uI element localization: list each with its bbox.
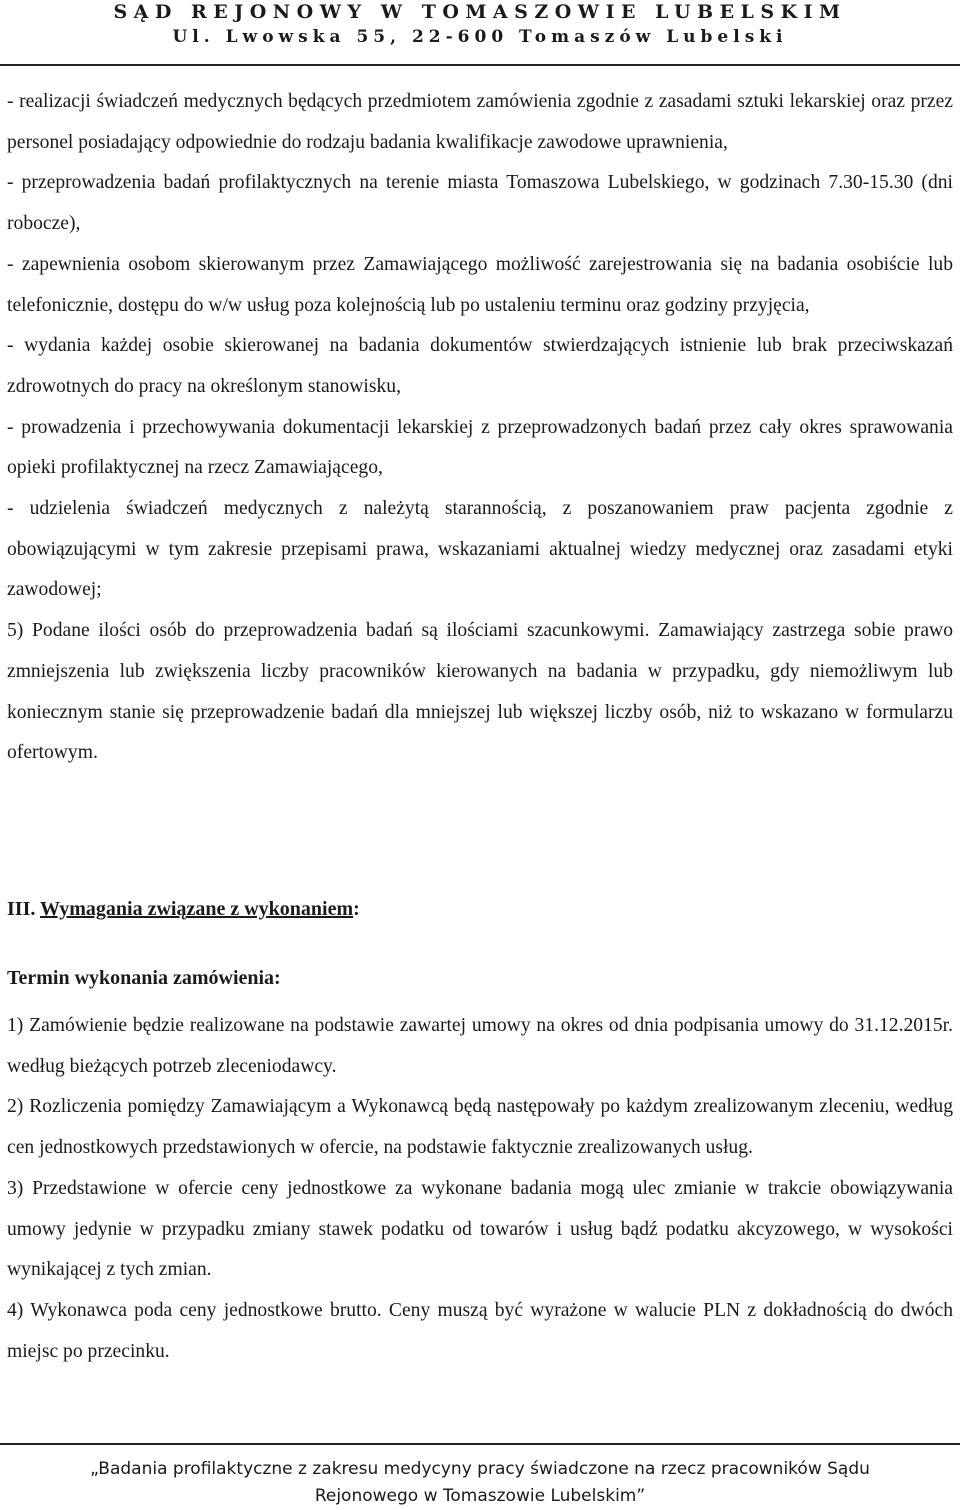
list-item: 1) Zamówienie będzie realizowane na podstawie zawartej umowy na okres od dnia podpisania umowy do 31.12.2015r. według bieżących potrzeb zleceniodawcy. xyxy=(7,1015,953,1077)
header-divider xyxy=(0,64,960,66)
court-name: SĄD REJONOWY W TOMASZOWIE LUBELSKIM xyxy=(113,1,847,23)
paragraph: - zapewnienia osobom skierowanym przez Zamawiającego możliwość zarejestrowania się na badania osobiście lub telefonicznie, dostępu do w/w usług poza kolejnością lub po ustaleniu terminu oraz godziny przyjęcia, xyxy=(7,253,953,316)
paragraph: - udzielenia świadczeń medycznych z należytą starannością, z poszanowaniem praw pacjenta zgodnie z obowiązującymi w tym zakresie przepisami prawa, wskazaniami aktualnej wiedzy medycznej oraz zasadami etyki zawodowej; xyxy=(7,498,953,601)
section-number: III. xyxy=(7,898,36,920)
list-item: 4) Wykonawca poda ceny jednostkowe brutto. Ceny muszą być wyrażone w walucie PLN z dokładnością do dwóch miejsc po przecinku. xyxy=(7,1299,953,1362)
paragraph: - prowadzenia i przechowywania dokumentacji lekarskiej z przeprowadzonych badań przez cały okres sprawowania opieki profilaktycznej na rzecz Zamawiającego, xyxy=(7,416,953,479)
footer-line: Rejonowego w Tomaszowie Lubelskim” xyxy=(314,1486,646,1506)
footer-divider xyxy=(0,1443,960,1445)
document-footer xyxy=(0,1456,960,1510)
footer-line: „Badania profilaktyczne z zakresu medycyny pracy świadczone na rzecz pracowników Sądu xyxy=(90,1459,870,1479)
section-title: Wymagania związane z wykonaniem xyxy=(40,898,354,920)
term-heading: Termin wykonania zamówienia: xyxy=(7,967,281,989)
paragraph: - realizacji świadczeń medycznych będących przedmiotem zamówienia zgodnie z zasadami sztuki lekarskiej oraz przez personel posiadający odpowiednie do rodzaju badania kwalifikacje zawodowe uprawnienia, xyxy=(7,91,953,153)
term-items xyxy=(7,1006,953,1372)
section-colon: : xyxy=(353,898,360,920)
section-heading xyxy=(7,898,360,921)
court-address: Ul. Lwowska 55, 22-600 Tomaszów Lubelski xyxy=(172,27,788,47)
document-header xyxy=(0,0,960,62)
list-item: 2) Rozliczenia pomiędzy Zamawiającym a Wykonawcą będą następowały po każdym zrealizowanym zleceniu, według cen jednostkowych przedstawionych w ofercie, na podstawie faktycznie zrealizowanych usług. xyxy=(7,1096,953,1159)
list-item: 3) Przedstawione w ofercie ceny jednostkowe za wykonane badania mogą ulec zmianie w trakcie obowiązywania umowy jedynie w przypadku zmiany stawek podatku od towarów i usług bądź podatku akcyzowego, w wysokości wynikającej z tych zmian. xyxy=(7,1177,953,1281)
paragraph: 5) Podane ilości osób do przeprowadzenia badań są ilościami szacunkowymi. Zamawiający zastrzega sobie prawo zmniejszenia lub zwiększenia liczby pracowników kierowanych na badania w przypadku, gdy niemożliwym lub koniecznym stanie się przeprowadzenie badań dla mniejszej lub większej liczby osób, niż to wskazano w formularzu ofertowym. xyxy=(7,620,953,764)
requirements-list xyxy=(7,82,953,774)
paragraph: - wydania każdej osobie skierowanej na badania dokumentów stwierdzających istnienie lub brak przeciwskazań zdrowotnych do pracy na określonym stanowisku, xyxy=(7,335,953,397)
paragraph: - przeprowadzenia badań profilaktycznych na terenie miasta Tomaszowa Lubelskiego, w godzinach 7.30-15.30 (dni robocze), xyxy=(7,172,953,235)
